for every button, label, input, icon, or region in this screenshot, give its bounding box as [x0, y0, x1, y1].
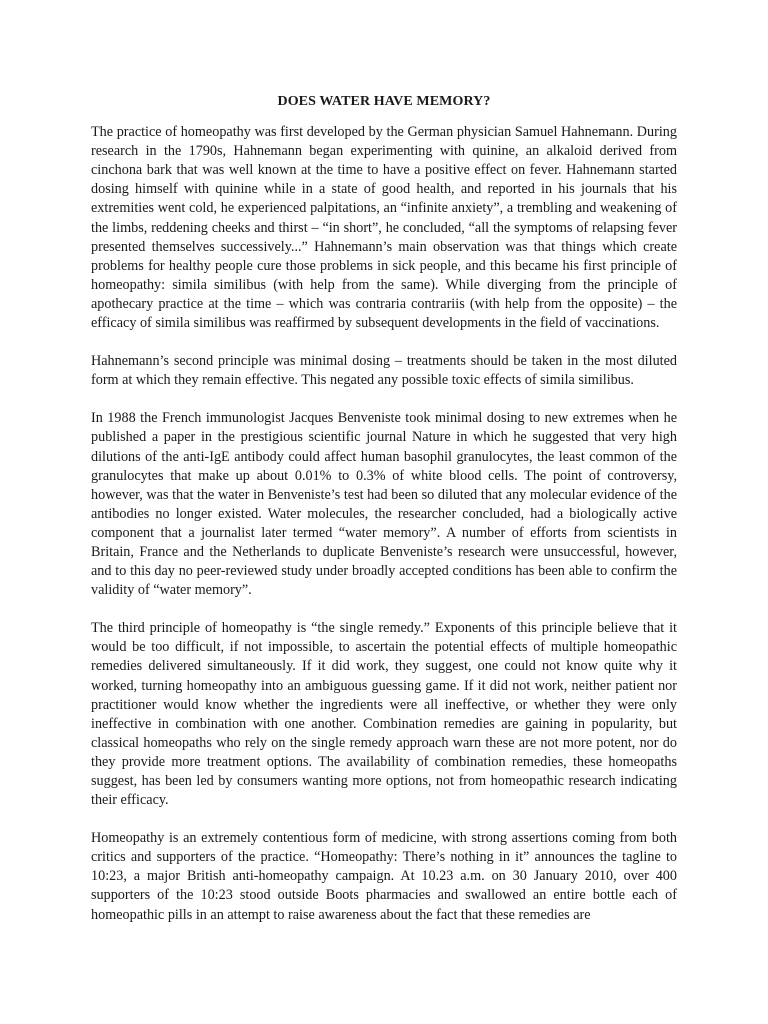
paragraph-benveniste: In 1988 the French immunologist Jacques Benveniste took minimal dosing to new extremes when he published a paper in the prestigious scientific journal Nature in which he suggested that very high dilutions of the anti-IgE antibody could affect human basophil granulocytes, the least common of the granulocytes that make up about 0.01% to 0.3% of white blood cells. The point of controversy, however, was that the water in Benveniste’s test had been so diluted that any molecular evidence of the antibodies no longer existed. Water molecules, the researcher concluded, had a biologically active component that a journalist later termed “water memory”. A number of efforts from scientists in Britain, France and the Netherlands to duplicate Benveniste’s research were unsuccessful, however, and to this day no peer-reviewed study under broadly accepted conditions has been able to confirm the validity of “water memory”.	[91, 410, 677, 599]
paragraph-hahnemann-origins: The practice of homeopathy was first developed by the German physician Samuel Hahnemann. During research in the 1790s, Hahnemann began experimenting with quinine, an alkaloid derived from cinchona bark that was well known at the time to have a positive effect on fever. Hahnemann started dosing himself with quinine while in a state of good health, and reported in his journals that his extremities went cold, he experienced palpitations, an “infinite anxiety”, a trembling and weakening of the limbs, reddening cheeks and thirst – “in short”, he concluded, “all the symptoms of relapsing fever presented themselves successively...” Hahnemann’s main observation was that things which create problems for healthy people cure those problems in sick people, and this became his first principle of homeopathy: simila similibus (with help from the same). While diverging from the principle of apothecary practice at the time – which was contraria contrariis (with help from the opposite) – the efficacy of simila similibus was reaffirmed by subsequent developments in the field of vaccinations.	[91, 124, 677, 332]
document-title: DOES WATER HAVE MEMORY?	[277, 94, 491, 109]
paragraph-minimal-dosing: Hahnemann’s second principle was minimal dosing – treatments should be taken in the most diluted form at which they remain effective. This negated any possible toxic effects of simila similibus.	[91, 353, 677, 389]
paragraph-single-remedy: The third principle of homeopathy is “the single remedy.” Exponents of this principle believe that it would be too difficult, if not impossible, to ascertain the potential effects of multiple homeopathic remedies delivered simultaneously. If it did work, they suggest, one could not know quite why it worked, turning homeopathy into an ambiguous guessing game. If it did not work, neither patient nor practitioner would know whether the ingredients were all ineffective, or whether they were only ineffective in combination with one another. Combination remedies are gaining in popularity, but classical homeopaths who rely on the single remedy approach warn these are not more potent, nor do they provide more treatment options. The availability of combination remedies, these homeopaths suggest, has been led by consumers wanting more options, not from homeopathic research indicating their efficacy.	[91, 620, 677, 809]
paragraph-contentious: Homeopathy is an extremely contentious form of medicine, with strong assertions coming from both critics and supporters of the practice. “Homeopathy: There’s nothing in it” announces the tagline to 10:23, a major British anti-homeopathy campaign. At 10.23 a.m. on 30 January 2010, over 400 supporters of the 10:23 stood outside Boots pharmacies and swallowed an entire bottle each of homeopathic pills in an attempt to raise awareness about the fact that these remedies are	[91, 830, 677, 923]
document-page	[91, 92, 677, 925]
